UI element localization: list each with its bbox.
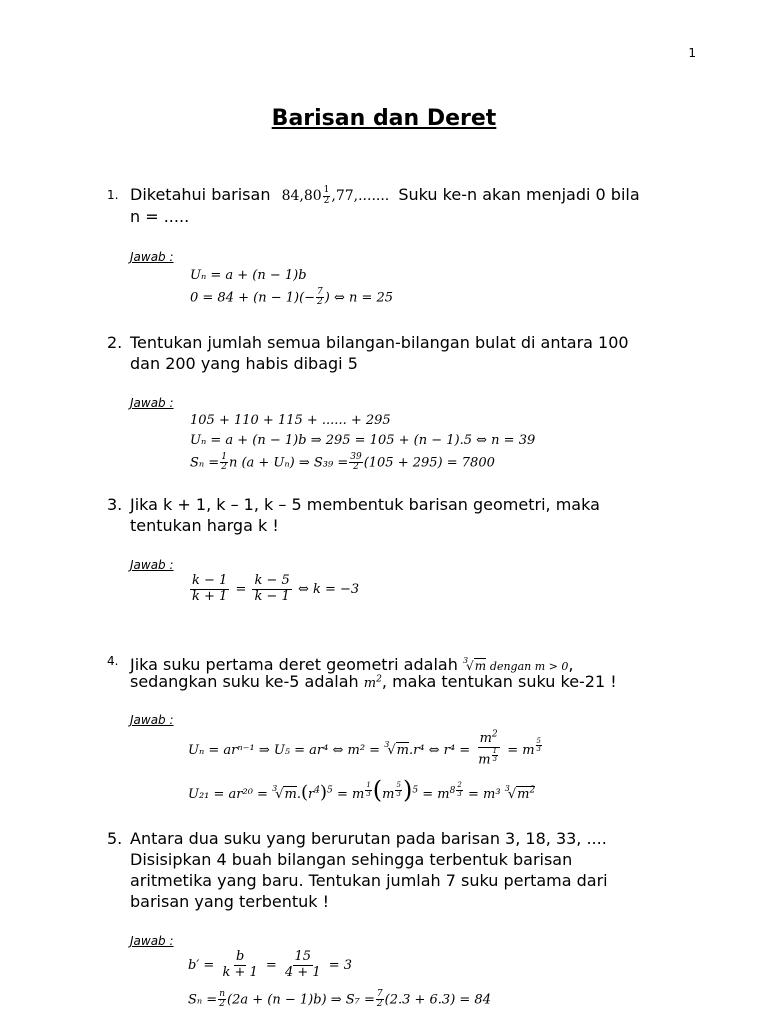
jawab-label-1: Jawab : xyxy=(130,250,174,264)
q2-equation-1: 105 + 110 + 115 + ...... + 295 xyxy=(190,413,391,428)
q2-equation-3: Sₙ = $\frac{1}{2}$ n (a + Uₙ) ⇒ S₃₉ = $\frac{39}{2}$ (105 + 295) = 7800 xyxy=(190,452,495,473)
question-4-line-1: Jika suku pertama deret geometri adalah $^3$√m dengan m > 0, xyxy=(130,655,574,674)
q5-equation-1: b′ = $\frac{b}{k + 1}$ = $\frac{15}{4 + 1}$ = 3 xyxy=(188,949,353,980)
jawab-label-4: Jawab : xyxy=(130,713,174,727)
question-2: 2. Tentukan jumlah semua bilangan-bilangan bulat di antara 100 dan 200 yang habis dibagi 5 xyxy=(107,333,629,373)
q1-equation-2: 0 = 84 + (n − 1)(− $\frac{7}{2}$ ) ⇔ n = 25 xyxy=(190,287,394,308)
question-4-line-2: sedangkan suku ke-5 adalah $m^2$, maka tentukan suku ke-21 ! xyxy=(130,672,617,691)
jawab-label-3: Jawab : xyxy=(130,558,174,572)
question-2-number: 2. xyxy=(107,333,123,352)
question-1-line-1: Diketahui barisan 84,80 $\frac{1}{2}$ ,77,....... Suku ke-n akan menjadi 0 bila xyxy=(130,185,640,206)
jawab-label-5: Jawab : xyxy=(130,934,174,948)
page-number: 1 xyxy=(688,46,696,60)
question-3-number: 3. xyxy=(107,495,123,514)
question-5-number: 5. xyxy=(107,829,123,848)
q4-equation-1: Uₙ = arⁿ⁻¹ ⇒ U₅ = ar⁴ ⇔ m² = $^3$√m.r⁴ ⇔ r⁴ = $m^2$ m $^{\frac{1}{3}}$ = m $^{\frac{5}{3}}$ xyxy=(188,729,542,768)
question-5: 5. Antara dua suku yang berurutan pada barisan 3, 18, 33, .... Disisipkan 4 buah bilangan sehingga terbentuk barisan aritmetika yang baru. Tentukan jumlah 7 suku pertama dari barisan yang terbentuk ! xyxy=(107,829,608,911)
page-title: Barisan dan Deret xyxy=(271,106,497,131)
question-4-number: 4. xyxy=(107,654,119,668)
q3-equation: $\frac{k - 1}{k + 1}$ = $\frac{k - 5}{k - 1}$ ⇔ k = −3 xyxy=(192,573,360,604)
question-1-line-2: n = ..... xyxy=(130,207,190,226)
q4-equation-2: $U_{21} = ar^{20} = ^3√m.(r^4)^5 = m$ $^{\frac{1}{3}}$ (m $^{\frac{5}{3}}$ )$^5 = m^{8 \frac{2}{3}}$ = m³ $^3√m^2$ xyxy=(188,776,536,804)
q1-equation-1: Uₙ = a + (n − 1)b xyxy=(190,268,307,283)
q5-equation-2: Sₙ = $\frac{n}{2}$ (2a + (n − 1)b) ⇒ S₇ = $\frac{7}{2}$ (2.3 + 6.3) = 84 xyxy=(188,989,491,1010)
jawab-label-2: Jawab : xyxy=(130,396,174,410)
q2-equation-2: Uₙ = a + (n − 1)b ⇒ 295 = 105 + (n − 1).5 ⇔ n = 39 xyxy=(190,433,536,448)
question-3: 3. Jika k + 1, k – 1, k – 5 membentuk barisan geometri, maka tentukan harga k ! xyxy=(107,495,600,535)
question-1-number: 1. xyxy=(107,188,119,202)
